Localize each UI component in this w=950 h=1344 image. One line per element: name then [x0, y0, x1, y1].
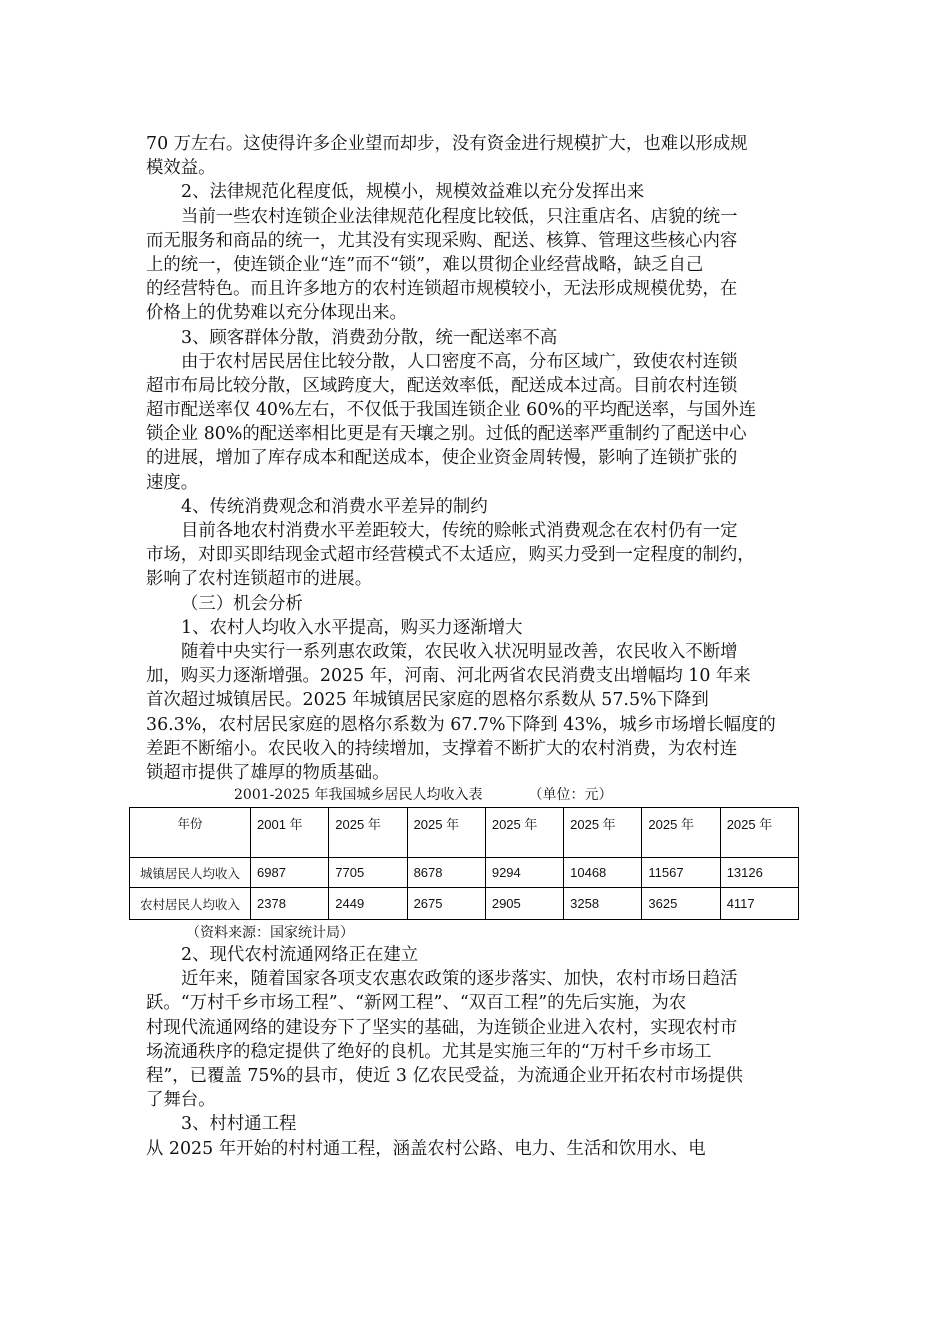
body-text-after-table — [146, 943, 806, 1161]
column-header-cell: 2025 年 — [642, 808, 720, 858]
table-caption — [146, 786, 806, 804]
column-header-cell: 2025 年 — [485, 808, 563, 858]
year-header-cell: 年份 — [130, 808, 251, 858]
text-line: 当前一些农村连锁企业法律规范化程度比较低，只注重店名、店貌的统一 — [181, 206, 738, 227]
text-line: 模效益。 — [146, 158, 216, 179]
table-cell: 7705 — [329, 858, 407, 888]
column-header-cell: 2025 年 — [720, 808, 798, 858]
text-line: 速度。 — [146, 472, 199, 493]
text-line: （三）机会分析 — [181, 593, 303, 614]
column-header-cell: 2025 年 — [564, 808, 642, 858]
text-line: 从 2025 年开始的村村通工程，涵盖农村公路、电力、生活和饮用水、电 — [146, 1138, 706, 1159]
income-table — [129, 807, 799, 920]
table-unit: （单位：元） — [528, 787, 613, 804]
text-line: 3、村村通工程 — [181, 1114, 297, 1135]
row-label-cell: 农村居民人均收入 — [130, 888, 251, 920]
text-line: 锁企业 80%的配送率相比更是有天壤之别。过低的配送率严重制约了配送中心 — [146, 424, 747, 445]
text-line: 锁超市提供了雄厚的物质基础。 — [146, 762, 390, 783]
text-line: 2、现代农村流通网络正在建立 — [181, 945, 419, 966]
table-cell: 2378 — [251, 888, 329, 920]
table-cell: 2449 — [329, 888, 407, 920]
text-line: 4、传统消费观念和消费水平差异的制约 — [181, 496, 488, 517]
table-cell: 3625 — [642, 888, 720, 920]
table-header-row — [130, 808, 799, 858]
text-line: 村现代流通网络的建设夯下了坚实的基础，为连锁企业进入农村，实现农村市 — [146, 1017, 738, 1038]
table-cell: 9294 — [485, 858, 563, 888]
table-row-rural — [130, 888, 799, 920]
text-line: 超市布局比较分散，区域跨度大，配送效率低，配送成本过高。目前农村连锁 — [146, 375, 738, 396]
text-line: 了舞台。 — [146, 1090, 216, 1111]
text-line: 加，购买力逐渐增强。2025 年，河南、河北两省农民消费支出增幅均 10 年来 — [146, 666, 751, 687]
text-line: 的进展，增加了库存成本和配送成本，使企业资金周转慢，影响了连锁扩张的 — [146, 448, 738, 469]
body-text-before-table — [146, 132, 806, 785]
text-line: 价格上的优势难以充分体现出来。 — [146, 303, 407, 324]
text-line: 跃。“万村千乡市场工程”、“新网工程”、“双百工程”的先后实施，为农 — [146, 993, 687, 1014]
column-header-cell: 2025 年 — [407, 808, 485, 858]
text-line: 程”，已覆盖 75%的县市，使近 3 亿农民受益，为流通企业开拓农村市场提供 — [146, 1066, 743, 1086]
text-line: 2、法律规范化程度低，规模小，规模效益难以充分发挥出来 — [181, 182, 645, 203]
document-page — [139, 132, 806, 1161]
text-line: 而无服务和商品的统一，尤其没有实现采购、配送、核算、管理这些核心内容 — [146, 230, 738, 251]
table-cell: 8678 — [407, 858, 485, 888]
text-line: 3、顾客群体分散，消费劲分散，统一配送率不高 — [181, 327, 558, 348]
table-cell: 11567 — [642, 858, 720, 888]
table-cell: 3258 — [564, 888, 642, 920]
text-line: 目前各地农村消费水平差距较大，传统的赊帐式消费观念在农村仍有一定 — [181, 521, 738, 541]
text-line: 近年来，随着国家各项支农惠农政策的逐步落实、加快，农村市场日趋活 — [181, 969, 738, 990]
text-line: 36.3%，农村居民家庭的恩格尔系数为 67.7%下降到 43%，城乡市场增长幅度的 — [146, 714, 776, 735]
text-line: 1、农村人均收入水平提高，购买力逐渐增大 — [181, 617, 523, 638]
text-line: 首次超过城镇居民。2025 年城镇居民家庭的恩格尔系数从 57.5%下降到 — [146, 690, 709, 711]
table-row-urban — [130, 858, 799, 888]
text-line: 场流通秩序的稳定提供了绝好的良机。尤其是实施三年的“万村千乡市场工 — [146, 1041, 712, 1062]
text-line: 由于农村居民居住比较分散，人口密度不高，分布区域广，致使农村连锁 — [181, 351, 738, 372]
table-cell: 4117 — [720, 888, 798, 920]
text-line: 市场，对即买即结现金式超市经营模式不太适应，购买力受到一定程度的制约， — [146, 545, 755, 566]
row-label-cell: 城镇居民人均收入 — [130, 858, 251, 888]
table-source-note: （资料来源：国家统计局） — [186, 925, 354, 942]
text-line: 70 万左右。这使得许多企业望而却步，没有资金进行规模扩大，也难以形成规 — [146, 134, 748, 154]
text-line: 影响了农村连锁超市的进展。 — [146, 569, 373, 590]
table-title: 2001-2025 年我国城乡居民人均收入表 — [234, 787, 483, 804]
column-header-cell: 2001 年 — [251, 808, 329, 858]
table-cell: 6987 — [251, 858, 329, 888]
text-line: 差距不断缩小。农民收入的持续增加，支撑着不断扩大的农村消费，为农村连 — [146, 738, 738, 759]
text-line: 超市配送率仅 40%左右，不仅低于我国连锁企业 60%的平均配送率，与国外连 — [146, 400, 757, 421]
column-header-cell: 2025 年 — [329, 808, 407, 858]
table-cell: 2905 — [485, 888, 563, 920]
table-cell: 2675 — [407, 888, 485, 920]
table-cell: 13126 — [720, 858, 798, 888]
table-cell: 10468 — [564, 858, 642, 888]
text-line: 的经营特色。而且许多地方的农村连锁超市规模较小，无法形成规模优势，在 — [146, 279, 738, 300]
text-line: 随着中央实行一系列惠农政策，农民收入状况明显改善，农民收入不断增 — [181, 641, 738, 662]
text-line: 上的统一，使连锁企业“连”而不“锁”，难以贯彻企业经营战略，缺乏自己 — [146, 254, 704, 275]
